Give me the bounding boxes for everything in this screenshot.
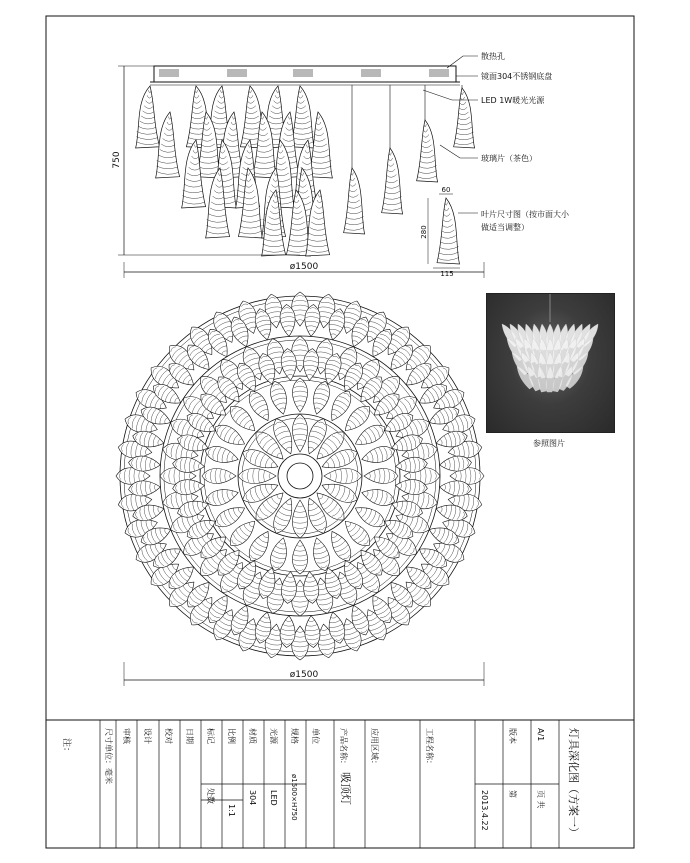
canopy-plate (154, 66, 456, 82)
tb-r1-2: 校对 (164, 728, 173, 744)
plan-leaf (293, 414, 308, 452)
tb-r2-1: 处数 (206, 788, 215, 804)
tb-r3-1: 304 (248, 790, 257, 806)
plan-leaf (238, 469, 276, 484)
photo-caption: 参照图片 (533, 439, 565, 448)
tb-note: 注： (61, 738, 71, 757)
tb-drawing-no-label: 工程名称： (425, 728, 434, 768)
label-glass: 玻璃片（茶色） (481, 154, 537, 163)
tb-product-name-label: 产品名称： (339, 728, 348, 768)
tb-date: 2013.4.22 (480, 790, 489, 831)
plan-leaf (203, 485, 240, 508)
tb-r4-1: ø1500×H750 (290, 774, 298, 821)
tb-r5-0: 单位 (311, 728, 320, 744)
leaf-height-dim: 280 (420, 225, 428, 239)
plan-leaf (267, 379, 290, 416)
label-leaf-size-2: 做适当调整） (481, 223, 529, 232)
tb-page-total: 页 共 (536, 790, 545, 809)
plan-leaf (364, 469, 398, 484)
tb-version: A/1 (536, 728, 545, 742)
label-base: 镜面304不锈钢底盘 (481, 72, 553, 81)
tb-r1-3: 日期 (185, 728, 194, 744)
glass-leaf (136, 86, 160, 148)
glass-leaf (156, 112, 180, 178)
tb-project-label: 应用区域： (370, 728, 379, 768)
label-led: LED 1W暖光光源 (481, 96, 545, 105)
plan-leaf (293, 540, 308, 574)
tb-title: 灯具深化图（方案一） (567, 728, 580, 838)
reference-photo (486, 293, 615, 433)
tb-page-label: 第 (508, 790, 517, 798)
width-dimension-plan: ø1500 (289, 670, 319, 680)
plan-leaf (293, 378, 308, 412)
glass-leaf (382, 148, 403, 214)
plan-leaf (293, 500, 308, 538)
tb-r3-3: LED (269, 790, 278, 806)
plan-leaf (360, 485, 397, 508)
plan-leaf (203, 443, 240, 466)
plan-leaf (360, 443, 397, 466)
leaf-size-detail (437, 198, 460, 264)
glass-leaf (437, 198, 460, 264)
tb-version-label: 版本 (508, 728, 517, 744)
tb-units: 尺寸单位：毫米 (104, 728, 113, 784)
tb-r1-1: 设计 (143, 728, 152, 744)
tb-product-name: 吸顶灯 (339, 772, 352, 805)
tb-r2-0: 标记 (206, 728, 215, 744)
tb-r3-0: 材质 (248, 728, 257, 744)
label-leaf-size-1: 叶片尺寸图（按市面大小 (481, 210, 569, 219)
chandelier-photo-icon (487, 294, 614, 432)
tb-r3-2: 光源 (269, 728, 278, 744)
plan-leaf (324, 469, 362, 484)
plan-leaf (309, 379, 332, 416)
leaf-width-dim: 60 (441, 186, 451, 194)
glass-leaf (454, 88, 475, 148)
plan-leaf (202, 469, 236, 484)
leaf-base-dim: 115 (440, 270, 454, 278)
glass-leaf (344, 168, 365, 234)
height-dimension: 750 (112, 151, 122, 169)
tb-r2-2: 比例 (227, 728, 236, 744)
plan-leaf (267, 536, 290, 573)
center-canopy (287, 463, 313, 489)
front-elevation (112, 51, 570, 278)
plan-view (116, 292, 484, 686)
tb-r1-0: 审核 (122, 728, 131, 744)
tb-r2-3: 1:1 (227, 804, 236, 817)
width-dimension-front: ø1500 (289, 262, 319, 272)
tb-r4-0: 规格 (290, 728, 299, 744)
label-vent: 散热孔 (481, 52, 505, 61)
glass-leaf (417, 120, 438, 182)
plan-leaf (309, 536, 332, 573)
